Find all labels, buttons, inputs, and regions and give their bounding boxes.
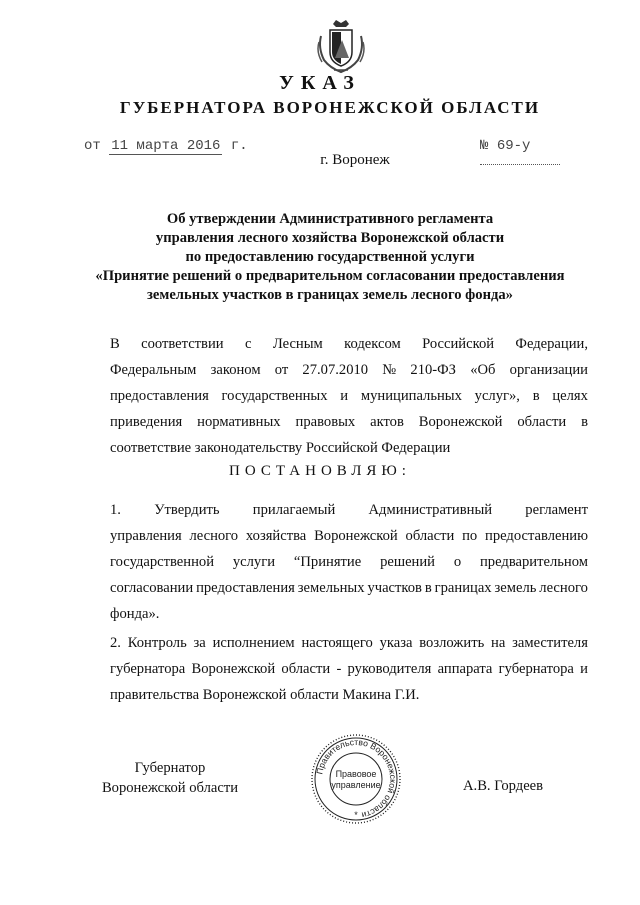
word: лесного [539, 580, 588, 596]
word: заместителя [512, 635, 588, 651]
word: участков [367, 580, 422, 596]
stamp-center-line: Правовое [335, 769, 377, 779]
word: возложить [419, 635, 485, 651]
date-suffix: г. [230, 138, 248, 154]
item-1-paragraph [110, 497, 588, 627]
item-1-line [110, 497, 588, 523]
number-value: 69-у [496, 138, 531, 154]
word: Административный [368, 502, 493, 518]
word: управления [110, 528, 182, 544]
word: в [532, 388, 540, 404]
word: аппарата [437, 661, 493, 677]
official-stamp [310, 733, 402, 825]
word: - [336, 661, 342, 677]
preamble-line [110, 357, 588, 383]
word: предоставления [196, 580, 295, 596]
word: кодексом [344, 336, 401, 352]
document-subtitle: ГУБЕРНАТОРА ВОРОНЕЖСКОЙ ОБЛАСТИ [119, 98, 541, 117]
word: прилагаемый [252, 502, 336, 518]
word: от [274, 362, 289, 378]
stamp-center-line: управление [331, 780, 381, 790]
word: лесного [189, 528, 239, 544]
word: за [193, 635, 206, 651]
word: 2. [110, 635, 121, 651]
coat-of-arms-icon [316, 18, 366, 76]
heading-line: «Принятие решений о предварительном согласовании предоставления [95, 268, 565, 284]
word: правовых [295, 414, 356, 430]
word: в [424, 580, 432, 596]
word: предоставления [110, 388, 209, 404]
word: и [580, 661, 588, 677]
item-1-line [110, 523, 588, 549]
word: 1. [110, 502, 121, 518]
word: решений [380, 554, 435, 570]
word: Российской [422, 336, 495, 352]
item-1-line: фонда». [110, 606, 160, 622]
word: государственных [221, 388, 328, 404]
word: руководителя [347, 661, 432, 677]
date-value: 11 марта 2016 [111, 138, 221, 154]
preamble-line [110, 383, 588, 409]
word: согласовании [110, 580, 194, 596]
heading-line: земельных участков в границах земель лесного фонда» [147, 287, 513, 303]
word: настоящего [301, 635, 373, 651]
word: предварительном [480, 554, 588, 570]
word: области [281, 661, 331, 677]
word: 210-ФЗ [410, 362, 456, 378]
resolve-heading: ПОСТАНОВЛЯЮ: [229, 463, 411, 479]
preamble-line [110, 409, 588, 435]
word: Контроль [127, 635, 187, 651]
word: услуги [232, 554, 276, 570]
heading-line: по предоставлению государственной услуги [185, 249, 475, 265]
word: услуг», [474, 388, 520, 404]
word: на [491, 635, 506, 651]
item-2-line [110, 630, 588, 656]
signatory-name: А.В. Гордеев [463, 778, 544, 794]
word: области [405, 528, 455, 544]
word: 27.07.2010 [302, 362, 369, 378]
word: муниципальных [360, 388, 462, 404]
word: Федеральным [110, 362, 197, 378]
word: нормативных [197, 414, 281, 430]
document-date [84, 138, 284, 154]
word: соответствии [141, 336, 224, 352]
document-number [480, 138, 610, 170]
word: целях [552, 388, 588, 404]
heading-line: Об утверждении Административного регламента [166, 211, 494, 227]
word: земельных [297, 580, 365, 596]
word: “Принятие [293, 554, 362, 570]
word: организации [509, 362, 588, 378]
date-prefix: от [84, 138, 101, 154]
word: хозяйства [245, 528, 307, 544]
item-2-line: правительства Воронежской области Макина Г.И. [110, 687, 420, 703]
word: земель [494, 580, 537, 596]
number-prefix: № [480, 138, 489, 154]
word: актов [370, 414, 404, 430]
stamp-ring-text: Правительство Воронежской области [314, 736, 399, 821]
document-place: г. Воронеж [320, 152, 390, 168]
signatory-title [90, 758, 250, 798]
word: законом [210, 362, 261, 378]
word: Утвердить [154, 502, 220, 518]
heading-line: управления лесного хозяйства Воронежской области [155, 230, 505, 246]
item-2-paragraph [110, 630, 588, 708]
word: «Об [470, 362, 496, 378]
word: указа [379, 635, 413, 651]
word: Лесным [272, 336, 323, 352]
word: № [382, 362, 397, 378]
word: государственной [110, 554, 215, 570]
signatory-title-line: Губернатор [134, 760, 206, 776]
word: и [340, 388, 349, 404]
word: Воронежской [191, 661, 276, 677]
word: предоставлению [485, 528, 588, 544]
word: в [581, 414, 588, 430]
preamble-line [110, 331, 588, 357]
word: границах [434, 580, 492, 596]
preamble-paragraph [110, 331, 588, 461]
word: приведения [110, 414, 183, 430]
word: В [110, 336, 120, 352]
document-title: УКАЗ [279, 72, 361, 94]
word: с [244, 336, 252, 352]
word: губернатора [110, 661, 186, 677]
decree-heading [80, 210, 580, 305]
word: по [462, 528, 478, 544]
star-icon: * [354, 810, 358, 820]
word: о [453, 554, 462, 570]
word: регламент [525, 502, 588, 518]
item-2-line [110, 656, 588, 682]
word: области [517, 414, 567, 430]
word: исполнением [212, 635, 295, 651]
signatory-title-line: Воронежской области [101, 780, 239, 796]
word: Воронежской [418, 414, 503, 430]
number-underline [480, 164, 560, 165]
word: губернатора [498, 661, 574, 677]
word: Федерации, [515, 336, 588, 352]
item-1-line [110, 549, 588, 575]
preamble-line: соответствие законодательству Российской Федерации [110, 440, 451, 456]
item-1-line [110, 575, 588, 601]
word: Воронежской [314, 528, 398, 544]
